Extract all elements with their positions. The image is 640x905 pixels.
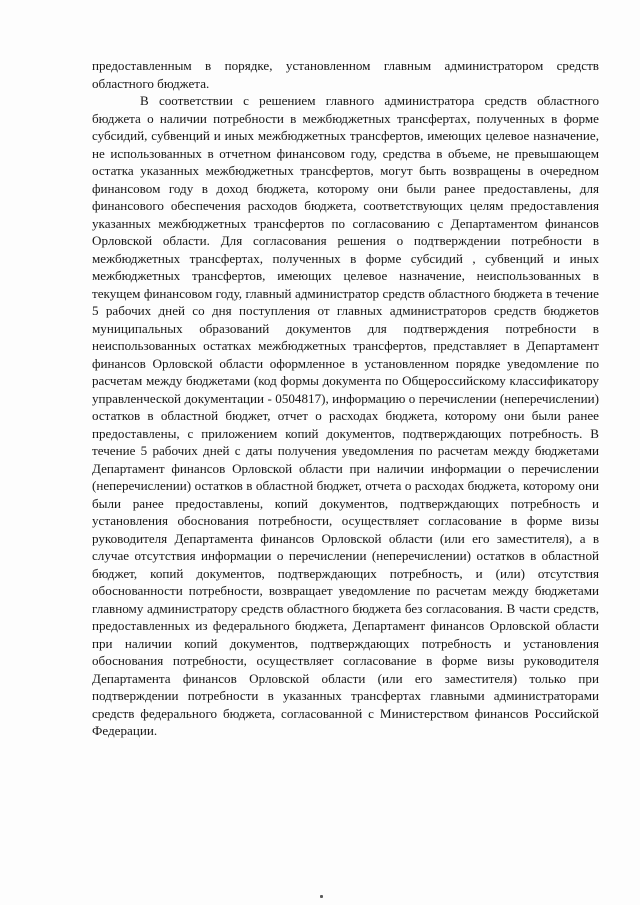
document-body xyxy=(92,57,599,740)
scan-speck xyxy=(320,895,323,898)
paragraph-main: В соответствии с решением главного администратора средств областного бюджета о наличии потребности в межбюджетных трансфертах, полученных в форме субсидий, субвенций и иных межбюджетных трансфертов, имеющих целевое назначение, не использованных в отчетном финансовом году, средства в объеме, не превышающем остатка указанных межбюджетных трансфертов, могут быть возвращены в очередном финансовом году в доход бюджета, которому они были ранее предоставлены, для финансового обеспечения расходов бюджета, соответствующих целям предоставления указанных межбюджетных трансфертов по согласованию с Департаментом финансов Орловской области. Для согласования решения о подтверждении потребности в межбюджетных трансфертах, полученных в форме субсидий , субвенций и иных межбюджетных трансфертов, имеющих целевое назначение, неиспользованных в текущем финансовом году, главный администратор средств областного бюджета в течение 5 рабочих дней со дня поступления от главных администраторов средств бюджетов муниципальных образований документов для подтверждения потребности в неиспользованных остатках межбюджетных трансфертов, представляет в Департамент финансов Орловской области оформленное в установленном порядке уведомление по расчетам между бюджетами (код формы документа по Общероссийскому классификатору управленческой документации - 0504817), информацию о перечислении (неперечислении) остатков в областной бюджет, отчет о расходах бюджета, которому они были ранее предоставлены, с приложением копий документов, подтверждающих потребность. В течение 5 рабочих дней с даты получения уведомления по расчетам между бюджетами Департамент финансов Орловской области при наличии информации о перечислении (неперечислении) остатков в областной бюджет, отчета о расходах бюджета, которому они были ранее предоставлены, копий документов, подтверждающих потребность и установления обоснования потребности, осуществляет согласование в форме визы руководителя Департамента финансов Орловской области (или его заместителя), а в случае отсутствия информации о перечислении (неперечислении) остатков в областной бюджет, копий документов, подтверждающих потребность, и (или) отсутствия обоснованности потребности, возвращает уведомление по расчетам между бюджетами главному администратору средств областного бюджета без согласования. В части средств, предоставленных из федерального бюджета, Департамент финансов Орловской области при наличии копий документов, подтверждающих потребность и установления обоснования потребности, осуществляет согласование в форме визы руководителя Департамента финансов Орловской области (или его заместителя) только при подтверждении потребности в указанных трансфертах главными администраторами средств федерального бюджета, согласованной с Министерством финансов Российской Федерации. xyxy=(92,93,599,738)
paragraph-continuation: предоставленным в порядке, установленном главным администратором средств областного бюджета. xyxy=(92,58,599,91)
